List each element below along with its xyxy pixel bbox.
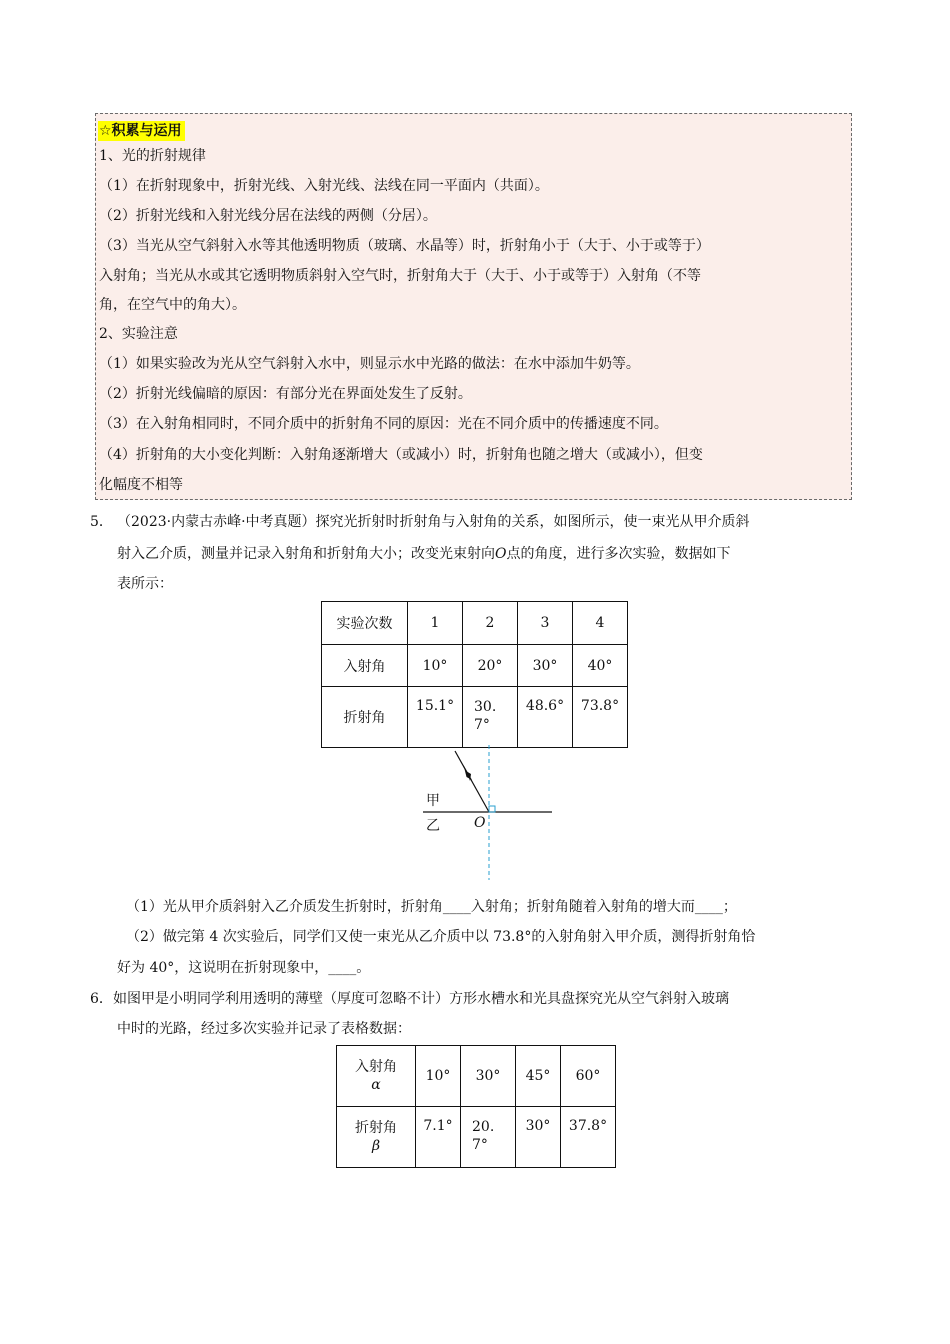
box-line: 2、实验注意 <box>99 326 178 342</box>
table-cell: 20.7° <box>461 1107 516 1168</box>
question-6-number: 6． <box>90 991 113 1007</box>
table-cell: 30° <box>518 645 573 687</box>
table-cell: 40° <box>573 645 628 687</box>
angle-table <box>336 1045 616 1168</box>
ray-arrowhead-icon <box>464 765 473 780</box>
table-cell: 折射角 <box>322 687 408 748</box>
table-cell: 37.8° <box>561 1107 616 1168</box>
question-5-part1: （1）光从甲介质斜射入乙介质发生折射时，折射角____入射角；折射角随着入射角的增大而____； <box>126 899 737 915</box>
box-line: 化幅度不相等 <box>99 477 183 493</box>
table-cell: 60° <box>561 1046 616 1107</box>
table-cell: 3 <box>518 602 573 645</box>
question-5-stem-line2: 射入乙介质，测量并记录入射角和折射角大小；改变光束射向O点的角度，进行多次实验，数据如下 <box>117 546 731 562</box>
question-5-part2-line1: （2）做完第 4 次实验后，同学们又使一束光从乙介质中以 73.8°的入射角射入甲介质，测得折射角恰 <box>126 929 756 945</box>
table-cell: 30.7° <box>463 687 518 748</box>
refraction-figure <box>415 745 560 880</box>
knowledge-box-title: ☆积累与运用 <box>98 121 185 141</box>
table-cell: 实验次数 <box>322 602 408 645</box>
box-line: （2）折射光线和入射光线分居在法线的两侧（分居）。 <box>99 208 437 224</box>
table-cell: 1 <box>408 602 463 645</box>
box-line: （1）如果实验改为光从空气斜射入水中，则显示水中光路的做法：在水中添加牛奶等。 <box>99 356 640 372</box>
table-row <box>337 1046 616 1107</box>
table-cell: 入射角 <box>322 645 408 687</box>
question-5-stem-line3: 表所示： <box>117 576 173 592</box>
question-5-number: 5． <box>90 514 113 530</box>
question-6-stem-line1: 如图甲是小明同学利用透明的薄壁（厚度可忽略不计）方形水槽水和光具盘探究光从空气斜射入玻璃 <box>113 991 729 1007</box>
box-line: 1、光的折射规律 <box>99 148 206 164</box>
table-row <box>322 687 628 748</box>
right-angle-mark-icon <box>489 806 495 812</box>
table-cell: 入射角 α <box>337 1046 416 1107</box>
box-line: （4）折射角的大小变化判断：入射角逐渐增大（或减小）时，折射角也随之增大（或减小），但变 <box>99 447 703 463</box>
table-cell: 20° <box>463 645 518 687</box>
table-cell: 48.6° <box>518 687 573 748</box>
table-row <box>337 1107 616 1168</box>
box-line: （2）折射光线偏暗的原因：有部分光在界面处发生了反射。 <box>99 386 472 402</box>
question-5-stem-line1: （2023·内蒙古赤峰·中考真题）探究光折射时折射角与入射角的关系，如图所示，使一束光从甲介质斜 <box>117 514 750 530</box>
table-cell: 30° <box>516 1107 561 1168</box>
table-cell: 73.8° <box>573 687 628 748</box>
table-cell: 45° <box>516 1046 561 1107</box>
point-o-label: O <box>474 815 486 831</box>
table-cell: 30° <box>461 1046 516 1107</box>
box-line: 入射角；当光从水或其它透明物质斜射入空气时，折射角大于（大于、小于或等于）入射角（不等 <box>99 268 701 284</box>
table-cell: 2 <box>463 602 518 645</box>
table-cell: 10° <box>416 1046 461 1107</box>
table-row <box>322 645 628 687</box>
question-5-part2-line2: 好为 40°，这说明在折射现象中，____。 <box>117 960 371 976</box>
table-cell: 折射角 β <box>337 1107 416 1168</box>
box-line: （1）在折射现象中，折射光线、入射光线、法线在同一平面内（共面）。 <box>99 178 549 194</box>
table-cell: 7.1° <box>416 1107 461 1168</box>
box-line: 角，在空气中的角大）。 <box>99 297 246 313</box>
table-cell: 10° <box>408 645 463 687</box>
table-row <box>322 602 628 645</box>
table-cell: 4 <box>573 602 628 645</box>
incident-ray <box>455 751 489 812</box>
medium-b-label: 乙 <box>426 818 440 834</box>
question-6-stem-line2: 中时的光路，经过多次实验并记录了表格数据： <box>117 1021 411 1037</box>
box-line: （3）当光从空气斜射入水等其他透明物质（玻璃、水晶等）时，折射角小于（大于、小于或等于） <box>99 238 710 254</box>
experiment-table <box>321 601 628 748</box>
box-line: （3）在入射角相同时，不同介质中的折射角不同的原因：光在不同介质中的传播速度不同。 <box>99 416 668 432</box>
medium-a-label: 甲 <box>426 793 440 809</box>
table-cell: 15.1° <box>408 687 463 748</box>
